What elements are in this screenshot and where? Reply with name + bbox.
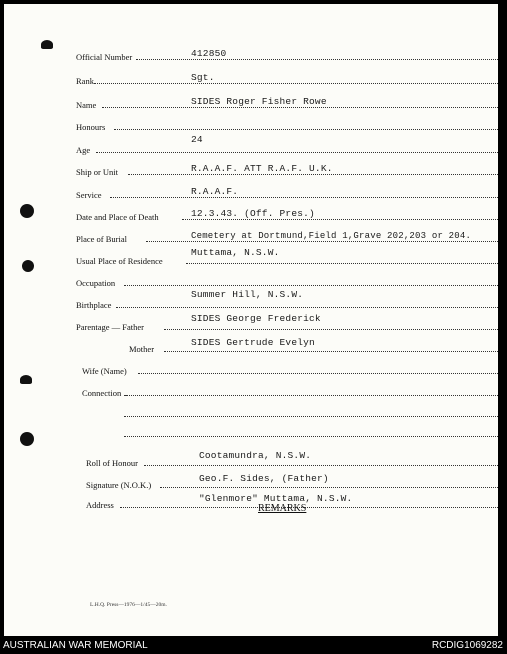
- field-label: Age: [76, 145, 91, 155]
- field-occupation: [4, 268, 498, 288]
- field-burial: [4, 224, 498, 244]
- field-label: Connection: [82, 388, 122, 398]
- record-id: RCDIG1069282: [431, 640, 503, 651]
- field-value: Muttama, N.S.W.: [191, 247, 280, 258]
- dotted-line: [94, 83, 498, 84]
- field-value: 412850: [191, 48, 227, 59]
- archive-name: AUSTRALIAN WAR MEMORIAL: [3, 640, 148, 651]
- field-value: SIDES George Frederick: [191, 313, 321, 324]
- dotted-line: [146, 241, 498, 242]
- field-signature: [4, 470, 498, 490]
- archive-footer: [0, 638, 507, 654]
- field-residence: [4, 246, 498, 266]
- field-label: Wife (Name): [82, 366, 127, 376]
- field-wife: [4, 356, 498, 376]
- dotted-line: [124, 416, 498, 417]
- field-label: Usual Place of Residence: [76, 256, 163, 266]
- field-value: Geo.F. Sides, (Father): [199, 473, 329, 484]
- field-value: SIDES Roger Fisher Rowe: [191, 96, 327, 107]
- field-value: R.A.A.F.: [191, 186, 239, 197]
- punch-hole: [20, 432, 34, 446]
- field-value: Summer Hill, N.S.W.: [191, 289, 304, 300]
- dotted-line: [124, 285, 498, 286]
- dotted-line: [182, 219, 498, 220]
- field-value: 12.3.43. (Off. Pres.): [191, 208, 315, 219]
- dotted-line: [124, 395, 498, 396]
- field-mother: [4, 334, 498, 354]
- field-label: Signature (N.O.K.): [86, 480, 152, 490]
- dotted-line: [102, 107, 498, 108]
- field-ship-or-unit: [4, 157, 498, 177]
- field-value: Cemetery at Dortmund,Field 1,Grave 202,203 or 204.: [191, 231, 472, 241]
- dotted-line: [144, 465, 498, 466]
- field-label: Birthplace: [76, 300, 112, 310]
- dotted-line: [186, 263, 498, 264]
- printer-imprint: L.H.Q. Press—1976—1/45—20m.: [90, 602, 167, 608]
- dotted-line: [138, 373, 498, 374]
- field-name: [4, 90, 498, 110]
- record-card: [4, 4, 498, 636]
- field-label: Honours: [76, 122, 106, 132]
- field-official-number: [4, 42, 498, 62]
- field-roll-of-honour: [4, 448, 498, 468]
- field-label: Occupation: [76, 278, 116, 288]
- field-honours: [4, 112, 498, 132]
- dotted-line: [96, 152, 498, 153]
- field-value: Cootamundra, N.S.W.: [199, 450, 312, 461]
- dotted-line: [120, 507, 498, 508]
- field-label: Parentage — Father: [76, 322, 144, 332]
- field-value: R.A.A.F. ATT R.A.F. U.K.: [191, 163, 333, 174]
- field-label: Roll of Honour: [86, 458, 138, 468]
- dotted-line: [128, 174, 498, 175]
- field-label: Official Number: [76, 52, 133, 62]
- field-father: [4, 312, 498, 332]
- field-age: [4, 135, 498, 155]
- dotted-line: [136, 59, 498, 60]
- dotted-line: [124, 436, 498, 437]
- field-death: [4, 202, 498, 222]
- field-value: SIDES Gertrude Evelyn: [191, 337, 315, 348]
- field-value: "Glenmore" Muttama, N.S.W.: [199, 493, 353, 504]
- field-label: Service: [76, 190, 102, 200]
- field-label: Date and Place of Death: [76, 212, 159, 222]
- field-value: 24: [191, 134, 203, 145]
- remarks-heading: REMARKS: [258, 503, 307, 514]
- dotted-line: [164, 329, 498, 330]
- field-label: Ship or Unit: [76, 167, 119, 177]
- field-address: [4, 490, 498, 510]
- field-label: Place of Burial: [76, 234, 127, 244]
- field-birthplace: [4, 290, 498, 310]
- field-label: Mother: [129, 344, 155, 354]
- dotted-line: [114, 129, 498, 130]
- dotted-line: [116, 307, 498, 308]
- dotted-line: [164, 351, 498, 352]
- field-rank: [4, 66, 498, 86]
- field-label: Address: [86, 500, 114, 510]
- dotted-line: [110, 197, 498, 198]
- field-label: Rank: [76, 76, 94, 86]
- field-value: Sgt.: [191, 72, 215, 83]
- dotted-line: [160, 487, 498, 488]
- field-label: Name: [76, 100, 97, 110]
- field-service: [4, 180, 498, 200]
